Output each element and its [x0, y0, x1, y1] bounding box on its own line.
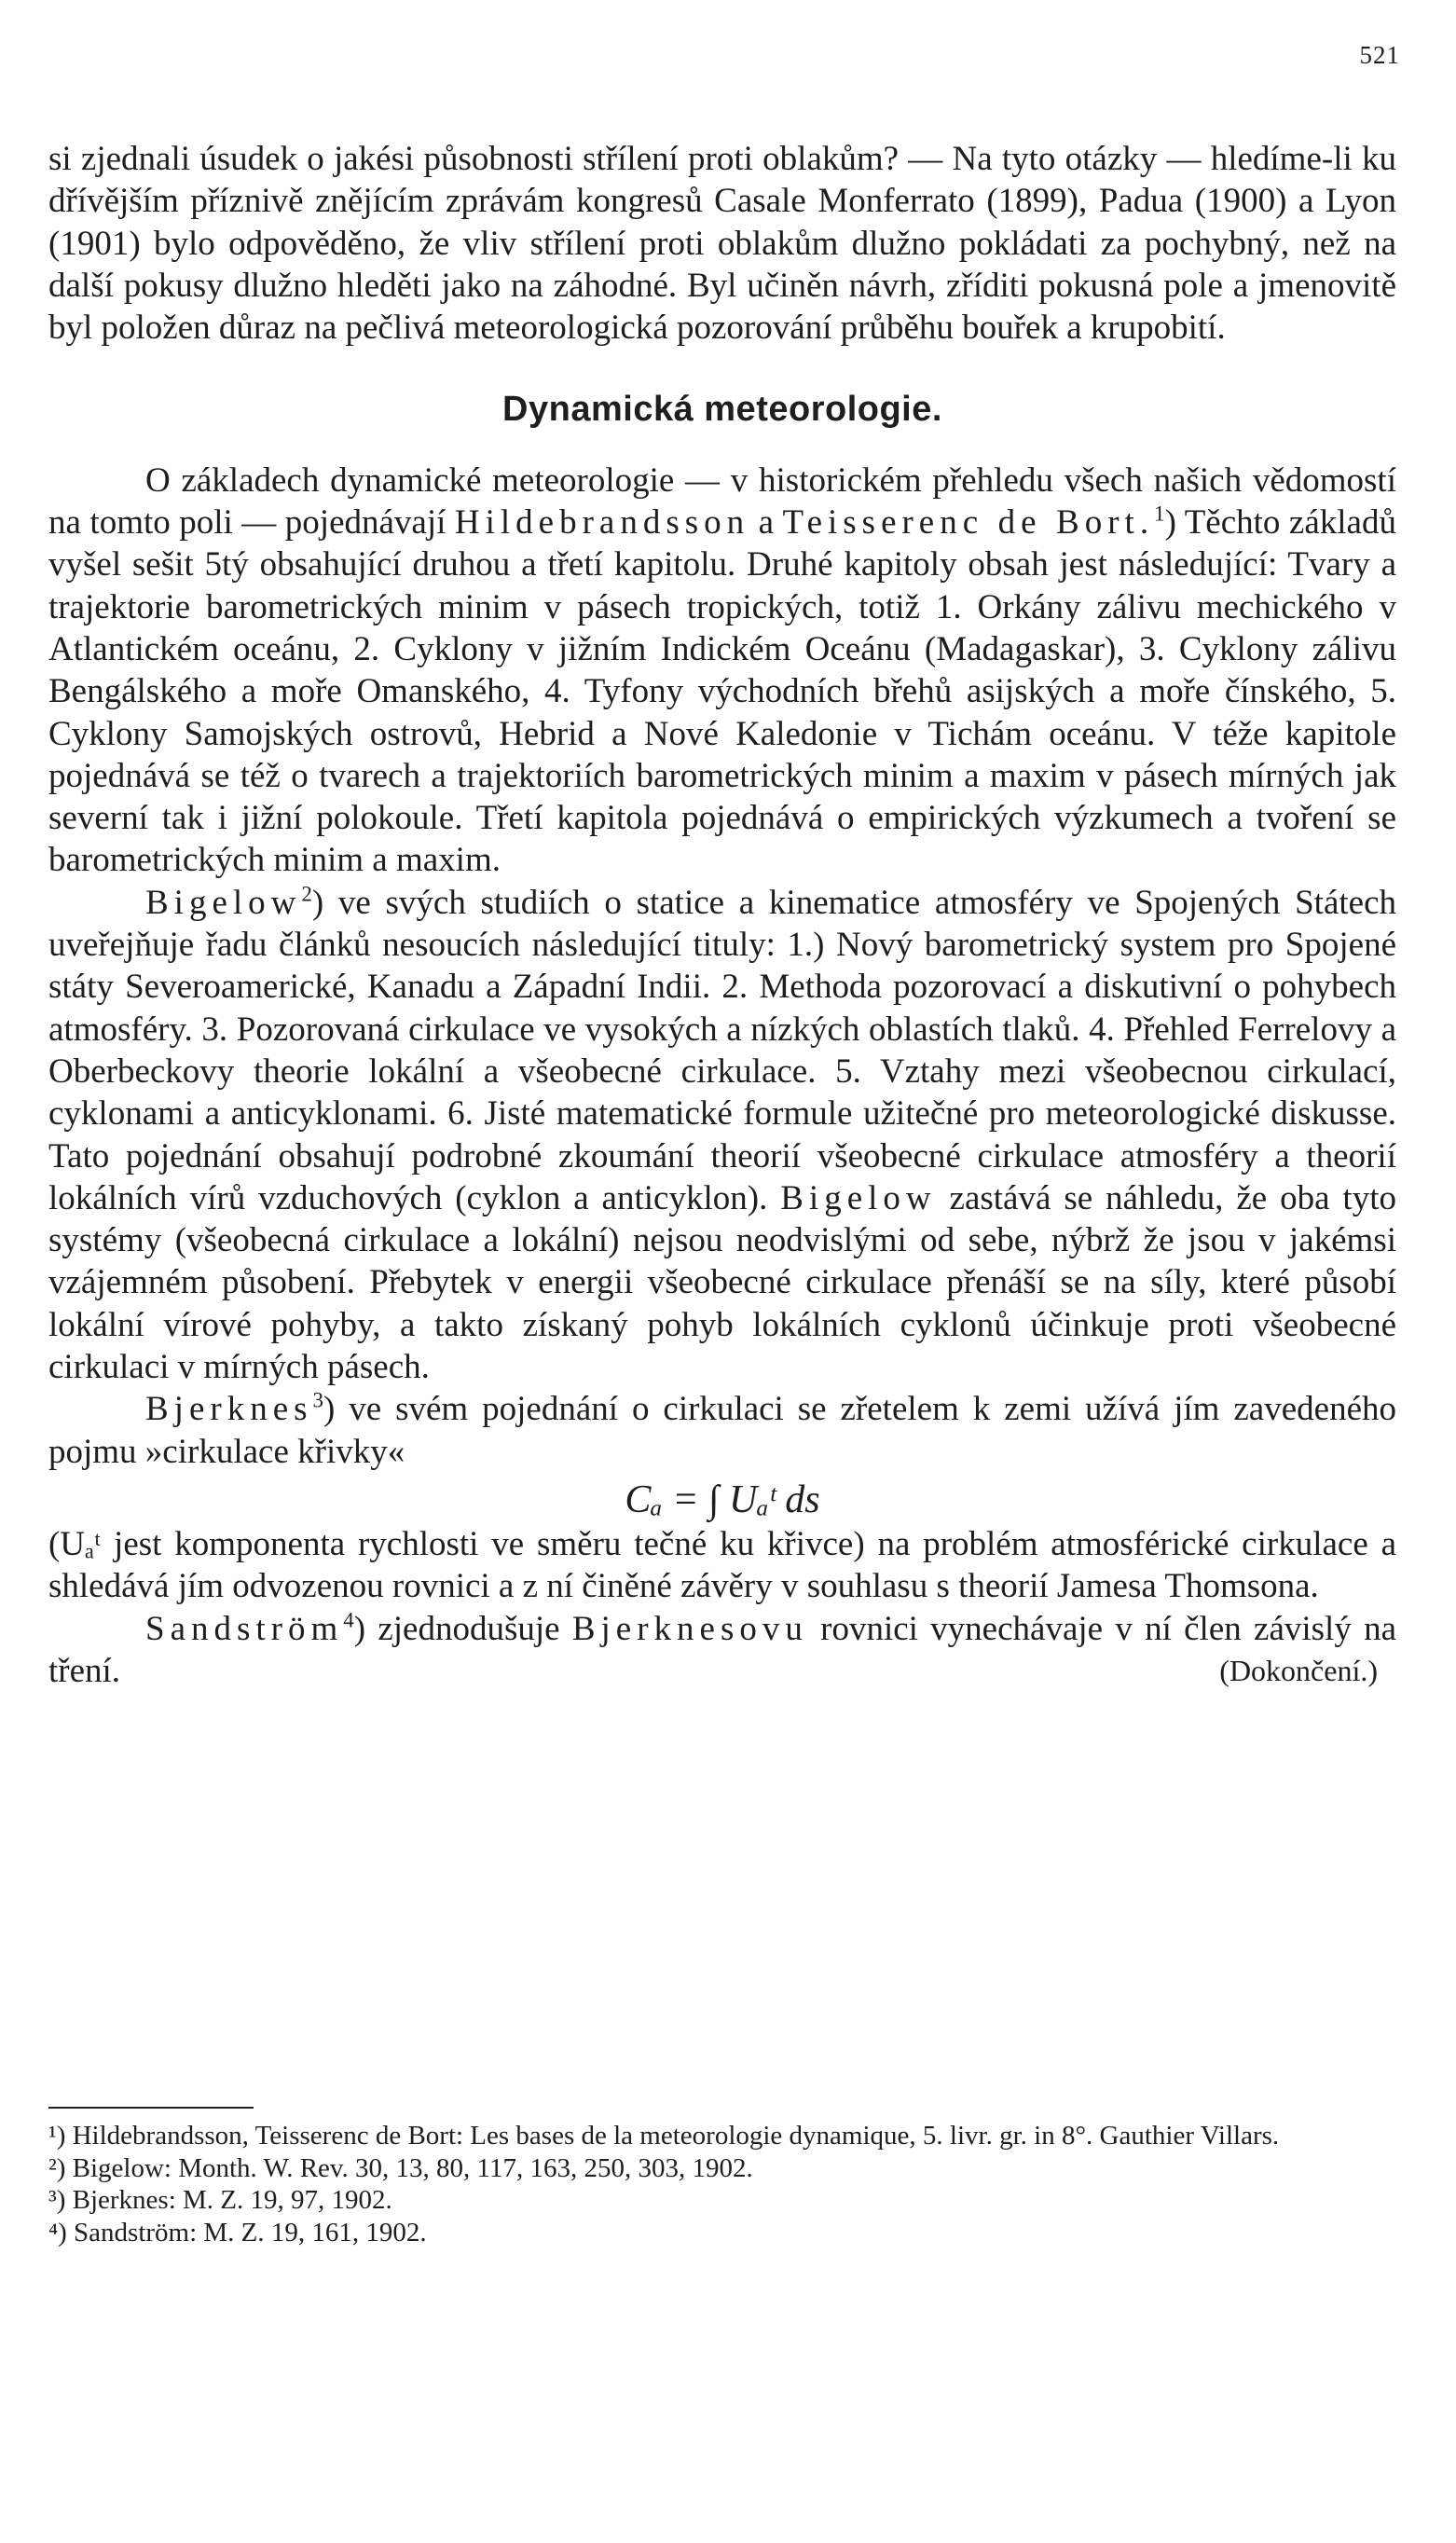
footnote-item — [48, 2120, 1396, 2152]
text-segment: ) Těchto základů vyšel sešit 5tý obsahující druhou a třetí kapitolu. Druhé kapitoly obsah jest následující: Tvary a trajektorie barometrických minim v pásech tropických, totiž 1. Orkány zálivu mechického v Atlantickém oceánu, 2. Cyklony v jižním Indickém Oceánu (Madagaskar), 3. Cyklony zálivu Bengálského a moře Omanského, 4. Tyfony východních břehů asijských a moře čínského, 5. Cyklony Samojských ostrovů, Hebrid a Nové Kaledonie v Tichám oceánu. V téže kapitole pojednává se též o tvarech a trajektoriích barometrických minim a maxim v pásech mírných jak severní tak i jižní polokoule. Třetí kapitola pojednává o empirických výzkumech a tvoření se barometrických minim a maxim. — [48, 503, 1396, 880]
footnote-item — [48, 2217, 1396, 2249]
article-body — [48, 138, 1396, 1692]
continued-note: (Dokončení.) — [1219, 1653, 1378, 1687]
footnote-text: Bjerknes: M. Z. 19, 97, 1902. — [72, 2185, 392, 2215]
footnote-ref: 4 — [343, 1608, 354, 1632]
text-segment: O základech dynamické meteorologie — v historickém přehledu všech našich vědomostí na tomto poli — pojednávají — [48, 460, 1396, 543]
page-number: 521 — [1359, 41, 1400, 69]
footnote-mark: ⁴) — [48, 2217, 67, 2247]
footnote-mark: ¹) — [48, 2121, 66, 2151]
footnote-item — [48, 2152, 1396, 2185]
circulation-formula: Cₐ = ∫ Uₐᵗ ds — [625, 1478, 820, 1521]
paragraph-bigelow — [48, 882, 1396, 1389]
paragraph-hildebrandsson — [48, 460, 1396, 882]
author-name: Bjerknesovu — [571, 1609, 808, 1648]
text-segment: ) ve svých studiích o statice a kinematice atmosféry ve Spojených Státech uveřejňuje řadu článků nesoucích následující tituly: 1.) Nový barometrický system pro Spojené státy Severoamerické, Kanadu a Západní Indii. 2. Methoda pozorovací a diskutivní o pohybech atmosféry. 3. Pozorovaná cirkulace ve vysokých a nízkých oblastích tlaků. 4. Přehled Ferrelovy a Oberbeckovy theorie lokální a všeobecné cirkulace. 5. Vztahy mezi všeobecnou cirkulací, cyklonami a anticyklonami. 6. Jisté matematické formule užitečné pro meteorologické diskusse. Tato pojednání obsahují podrobné zkoumání theorií všeobecné cirkulace atmosféry a theorií lokálních vírů vzduchových (cyklon a anticyklon). — [48, 883, 1396, 1217]
text-segment: rovnici vynechávaje v ní člen závislý na tření. — [48, 1609, 1397, 1690]
footnote-ref: 2 — [301, 882, 312, 906]
text-segment: zastává se náhledu, že oba tyto systémy (všeobecná cirkulace a lokální) nejsou neodvislými od sebe, nýbrž že jsou v jakémsi vzájemném působení. Přebytek v energii všeobecné cirkulace přenáší se na síly, které působí lokální vírové pohyby, a takto získaný pohyb lokálních cyklonů účinkuje proti všeobecné cirkulaci v mírných pásech. — [48, 1178, 1396, 1387]
author-name: Teisserenc de Bort. — [782, 503, 1155, 543]
author-name: Bigelow — [780, 1178, 937, 1217]
paragraph-bjerknes-continued: (Uₐᵗ jest komponenta rychlosti ve směru tečné ku křivce) na problém atmosférické cirkulace a shledává jím odvozenou rovnici a z ní činěné závěry v souhlasu s theorií Jamesa Thomsona. — [48, 1524, 1396, 1606]
author-name: Hildebrandsson — [454, 503, 750, 543]
footnote-text: Hildebrandsson, Teisserenc de Bort: Les bases de la meteorologie dynamique, 5. livr. gr. in 8°. Gauthier Villars. — [72, 2121, 1280, 2151]
text-segment: a — [749, 503, 783, 543]
paragraph-sandstrom — [48, 1608, 1396, 1693]
footnotes — [48, 2120, 1396, 2248]
text-segment: ) zjednodušuje — [353, 1609, 572, 1648]
footnote-item — [48, 2184, 1396, 2217]
author-name: Bigelow — [145, 883, 302, 922]
paragraph-bjerknes — [48, 1388, 1396, 1473]
footnote-text: Sandström: M. Z. 19, 161, 1902. — [74, 2217, 427, 2247]
footnote-ref: 3 — [312, 1388, 323, 1412]
footnote-mark: ²) — [48, 2152, 66, 2183]
footnote-text: Bigelow: Month. W. Rev. 30, 13, 80, 117, 163, 250, 303, 1902. — [72, 2152, 753, 2183]
section-heading: Dynamická meteorologie. — [502, 390, 942, 430]
footnote-divider — [48, 2107, 254, 2109]
author-name: Bjerknes — [145, 1390, 313, 1429]
text-segment: ) ve svém pojednání o cirkulaci se zřetelem k zemi užívá jím zavedeného pojmu »cirkulace křivky« — [48, 1390, 1396, 1471]
footnote-mark: ³) — [48, 2185, 66, 2215]
footnote-ref: 1 — [1154, 502, 1165, 526]
paragraph-intro: si zjednali úsudek o jakési působnosti střílení proti oblakům? — Na tyto otázky — hledíme-li ku dřívějším příznivě znějícím zprávám kongresů Casale Monferrato (1899), Padua (1900) a Lyon (1901) bylo odpověděno, že vliv střílení proti oblakům dlužno pokládati za pochybný, než na další pokusy dlužno hleděti jako na záhodné. Byl učiněn návrh, zříditi pokusná pole a jmenovitě byl položen důraz na pečlivá meteorologická pozorování průběhu bouřek a krupobití. — [48, 140, 1396, 348]
author-name: Sandström — [145, 1609, 344, 1648]
